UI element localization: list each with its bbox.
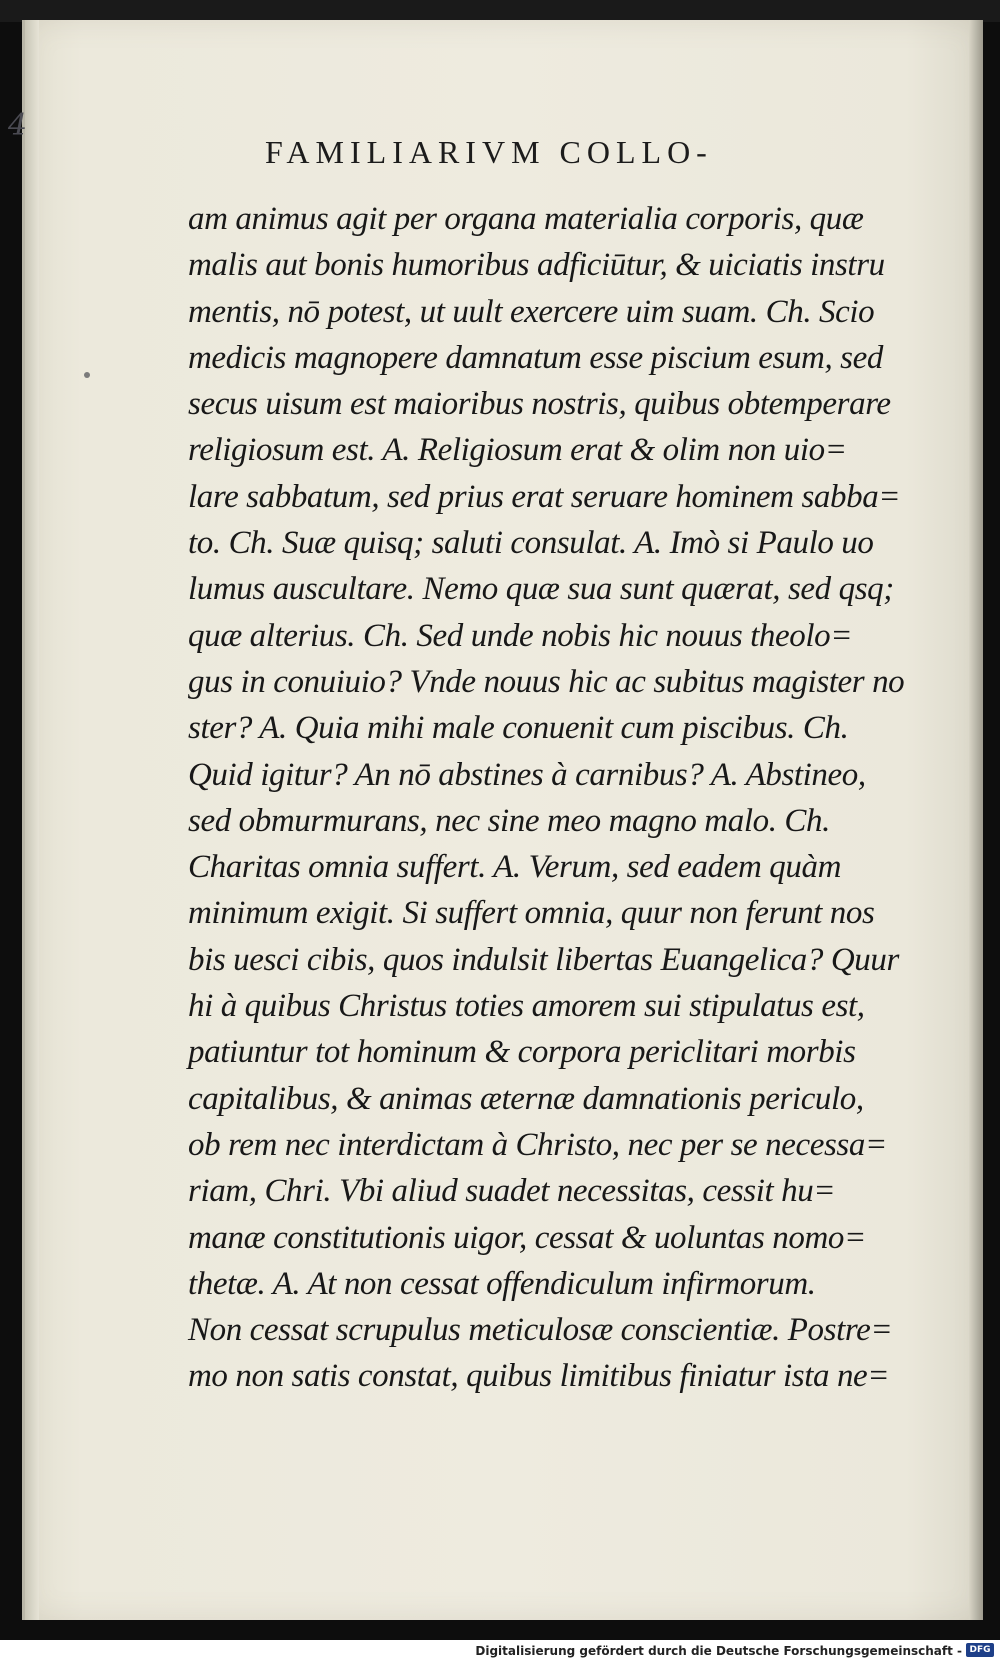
text-line: religiosum est. A. Religiosum erat & olim non uio= bbox=[188, 432, 847, 469]
page-gutter bbox=[25, 20, 39, 1620]
text-line: ob rem nec interdictam à Christo, nec per se necessa= bbox=[188, 1126, 887, 1163]
text-line: gus in conuiuio? Vnde nouus hic ac subitus magister no bbox=[188, 663, 905, 700]
text-line: manæ constitutionis uigor, cessat & uoluntas nomo= bbox=[188, 1219, 866, 1256]
scan-border bbox=[0, 0, 1000, 22]
text-line: secus uisum est maioribus nostris, quibus obtemperare bbox=[188, 386, 891, 423]
dfg-logo-icon: DFG bbox=[966, 1643, 994, 1657]
text-line: hi à quibus Christus toties amorem sui stipulatus est, bbox=[188, 988, 865, 1025]
text-line: lumus auscultare. Nemo quæ sua sunt quærat, sed qsq; bbox=[188, 571, 894, 608]
page-fore-edge bbox=[969, 20, 983, 1620]
text-line: Quid igitur? An nō abstines à carnibus? A. Abstineo, bbox=[188, 756, 866, 793]
text-line: Charitas omnia suffert. A. Verum, sed eadem quàm bbox=[188, 849, 841, 886]
text-line: bis uesci cibis, quos indulsit libertas Euangelica? Quur bbox=[188, 941, 899, 978]
text-line: lare sabbatum, sed prius erat seruare hominem sabba= bbox=[188, 478, 901, 515]
text-line: to. Ch. Suæ quisq; saluti consulat. A. Imò si Paulo uo bbox=[188, 525, 874, 562]
text-line: malis aut bonis humoribus adficiūtur, & uiciatis instru bbox=[188, 247, 885, 284]
text-line: mentis, nō potest, ut uult exercere uim suam. Ch. Scio bbox=[188, 293, 875, 330]
text-line: Non cessat scrupulus meticulosæ conscientiæ. Postre= bbox=[188, 1312, 893, 1349]
text-line: riam, Chri. Vbi aliud suadet necessitas, cessit hu= bbox=[188, 1173, 836, 1210]
text-line: ster? A. Quia mihi male conuenit cum piscibus. Ch. bbox=[188, 710, 849, 747]
paper-speck bbox=[84, 372, 90, 378]
text-line: mo non satis constat, quibus limitibus finiatur ista ne= bbox=[188, 1358, 890, 1395]
text-line: medicis magnopere damnatum esse piscium esum, sed bbox=[188, 339, 883, 376]
body-text bbox=[188, 196, 948, 1400]
text-line: am animus agit per organa materialia corporis, quæ bbox=[188, 201, 864, 237]
running-head: FAMILIARIVM COLLO- bbox=[265, 134, 713, 170]
text-line: sed obmurmurans, nec sine meo magno malo. Ch. bbox=[188, 802, 830, 839]
text-line: capitalibus, & animas æternæ damnationis periculo, bbox=[188, 1080, 864, 1117]
text-line: patiuntur tot hominum & corpora periclitari morbis bbox=[188, 1034, 856, 1071]
digitization-credit: Digitalisierung gefördert durch die Deutsche Forschungsgemeinschaft - bbox=[475, 1644, 962, 1658]
text-line: thetæ. A. At non cessat offendiculum infirmorum. bbox=[188, 1265, 816, 1302]
text-line: quæ alterius. Ch. Sed unde nobis hic nouus theolo= bbox=[188, 617, 853, 654]
folio-number: 4 bbox=[8, 108, 28, 143]
text-line: minimum exigit. Si suffert omnia, quur non ferunt nos bbox=[188, 895, 875, 932]
